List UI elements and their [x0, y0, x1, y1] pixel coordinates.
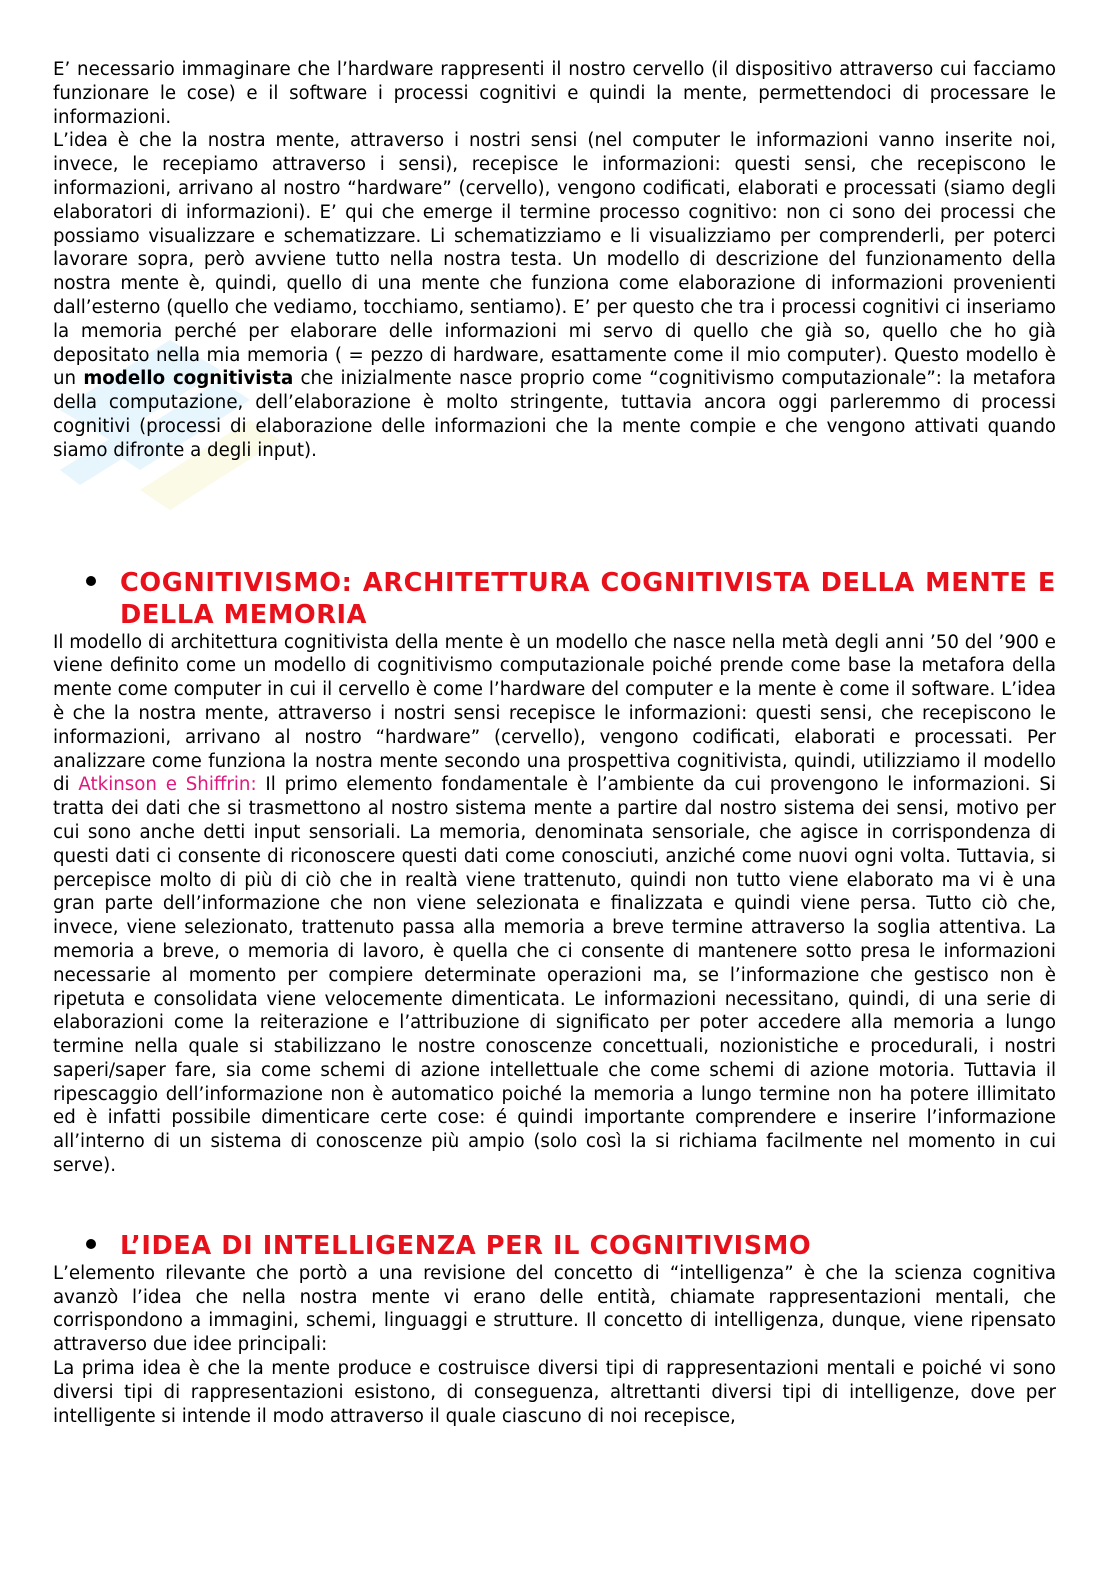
bold-term-modello-cognitivista: modello cognitivista: [83, 368, 294, 390]
section-heading-text: L’IDEA DI INTELLIGENZA PER IL COGNITIVISMO: [120, 1230, 812, 1261]
intro-paragraph-2-text-b: che inizialmente nasce proprio come “cognitivismo computazionale”: la metafora della computazione, dell’elaborazione è molto stringente, tuttavia ancora oggi parleremmo di processi cognitivi (processi di elaborazione delle informazioni che la mente compie e che vengono attivati quando siamo difronte a degli input).: [53, 368, 1057, 461]
intro-paragraph-1: E’ necessario immaginare che l’hardware rappresenti il nostro cervello (il dispositivo attraverso cui facciamo funzionare le cose) e il software i processi cognitivi e quindi la mente, permettendoci di processare le informazioni.: [53, 59, 1056, 128]
section-intelligenza: [53, 1230, 1056, 1429]
section-body-text-a: Il modello di architettura cognitivista della mente è un modello che nasce nella metà degli anni ’50 del ’900 e viene definito come un modello di cognitivismo computazionale poiché prende come base la metafora della mente come computer in cui il cervello è come l’hardware del computer e la mente è come il software. L’idea è che la nostra mente, attraverso i nostri sensi recepisce le informazioni: questi sensi, che recepiscono le informazioni, arrivano al nostro “hardware” (cervello), vengono codificati, elaborati e processati. Per analizzare come funziona la nostra mente secondo una prospettiva cognitivista, quindi, utilizziamo il modello di: [53, 631, 1056, 796]
bullet-icon: [86, 1239, 96, 1249]
bullet-icon: [86, 576, 96, 586]
intro-paragraph-2: [53, 129, 1056, 462]
intro-paragraph-2-text-a: L’idea è che la nostra mente, attraverso i nostri sensi (nel computer le informazioni vanno inserite noi, invece, le recepiamo attraverso i sensi), recepisce le informazioni: questi sensi, che recepiscono le informazioni, arrivano al nostro “hardware” (cervello), vengono codificati, elaborati e processati (siamo degli elaboratori di informazioni). E’ qui che emerge il termine processo cognitivo: non ci sono dei processi che possiamo visualizzare e schematizzare. Li schematizziamo e li visualizziamo per comprenderli, per poterci lavorare sopra, però avviene tutto nella nostra testa. Un modello di descrizione del funzionamento della nostra mente è, quindi, quello di una mente che funziona come elaborazione di informazioni provenienti dall’esterno (quello che vediamo, tocchiamo, sentiamo). E’ per questo che tra i processi cognitivi ci inseriamo la memoria perché per elaborare delle informazioni mi servo di quello che già so, quello che ho già depositato nella mia memoria ( = pezzo di hardware, esattamente come il mio computer). Questo modello è un: [53, 130, 1056, 390]
highlight-atkinson-shiffrin: Atkinson e Shiffrin:: [78, 774, 257, 796]
section-intelligenza-paragraph-1: L’elemento rilevante che portò a una revisione del concetto di “intelligenza” è che la scienza cognitiva avanzò l’idea che nella nostra mente vi erano delle entità, chiamate rappresentazioni mentali, che corrispondono a immagini, schemi, linguaggi e strutture. Il concetto di intelligenza, dunque, viene ripensato attraverso due idee principali:: [53, 1262, 1056, 1356]
section-cognitivismo: [53, 567, 1056, 1178]
document-page: [53, 58, 1056, 1428]
section-intelligenza-paragraph-2: La prima idea è che la mente produce e costruisce diversi tipi di rappresentazioni mentali e poiché vi sono diversi tipi di rappresentazioni esistono, di conseguenza, altrettanti diversi tipi di intelligenze, dove per intelligente si intende il modo attraverso il quale ciascuno di noi recepisce,: [53, 1358, 1056, 1427]
section-heading-cognitivismo: [53, 567, 1056, 631]
section-cognitivismo-body: [53, 631, 1056, 1178]
intro-section: [53, 58, 1056, 463]
section-heading-text: COGNITIVISMO: ARCHITETTURA COGNITIVISTA DELLA MENTE E DELLA MEMORIA: [120, 567, 1056, 630]
section-body-text-b: Il primo elemento fondamentale è l’ambiente da cui provengono le informazioni. Si tratta dei dati che si trasmettono al nostro sistema mente a partire dal nostro sistema dei sensi, motivo per cui sono anche detti input sensoriali. La memoria, denominata sensoriale, che agisce in corrispondenza di questi dati ci consente di riconoscere questi dati come conosciuti, anziché come nuovi ogni volta. Tuttavia, si percepisce molto di più di ciò che in realtà viene trattenuto, quindi non tutto viene elaborato ma vi è una gran parte dell’informazione che non viene selezionata e finalizzata e quindi viene persa. Tutto ciò che, invece, viene selezionato, trattenuto passa alla memoria a breve termine attraverso la soglia attentiva. La memoria a breve, o memoria di lavoro, è quella che ci consente di mantenere sotto presa le informazioni necessarie al momento per compiere determinate operazioni ma, se l’informazione che gestisco non è ripetuta e consolidata viene velocemente dimenticata. Le informazioni necessitano, quindi, di una serie di elaborazioni come la reiterazione e l’attribuzione di significato per poter accedere alla memoria a lungo termine nella quale si stabilizzano le nostre conoscenze concettuali, nozionistiche e procedurali, i nostri saperi/saper fare, sia come schemi di azione intellettuale che come schemi di azione motoria. Tuttavia il ripescaggio dell’informazione non è automatico poiché la memoria a lungo termine non ha potere illimitato ed è infatti possibile dimenticare certe cose: é quindi importante comprendere e inserire l’informazione all’interno di un sistema di conoscenze più ampio (solo così la si richiama facilmente nel momento in cui serve).: [53, 774, 1056, 1177]
section-heading-intelligenza: [53, 1230, 1056, 1262]
